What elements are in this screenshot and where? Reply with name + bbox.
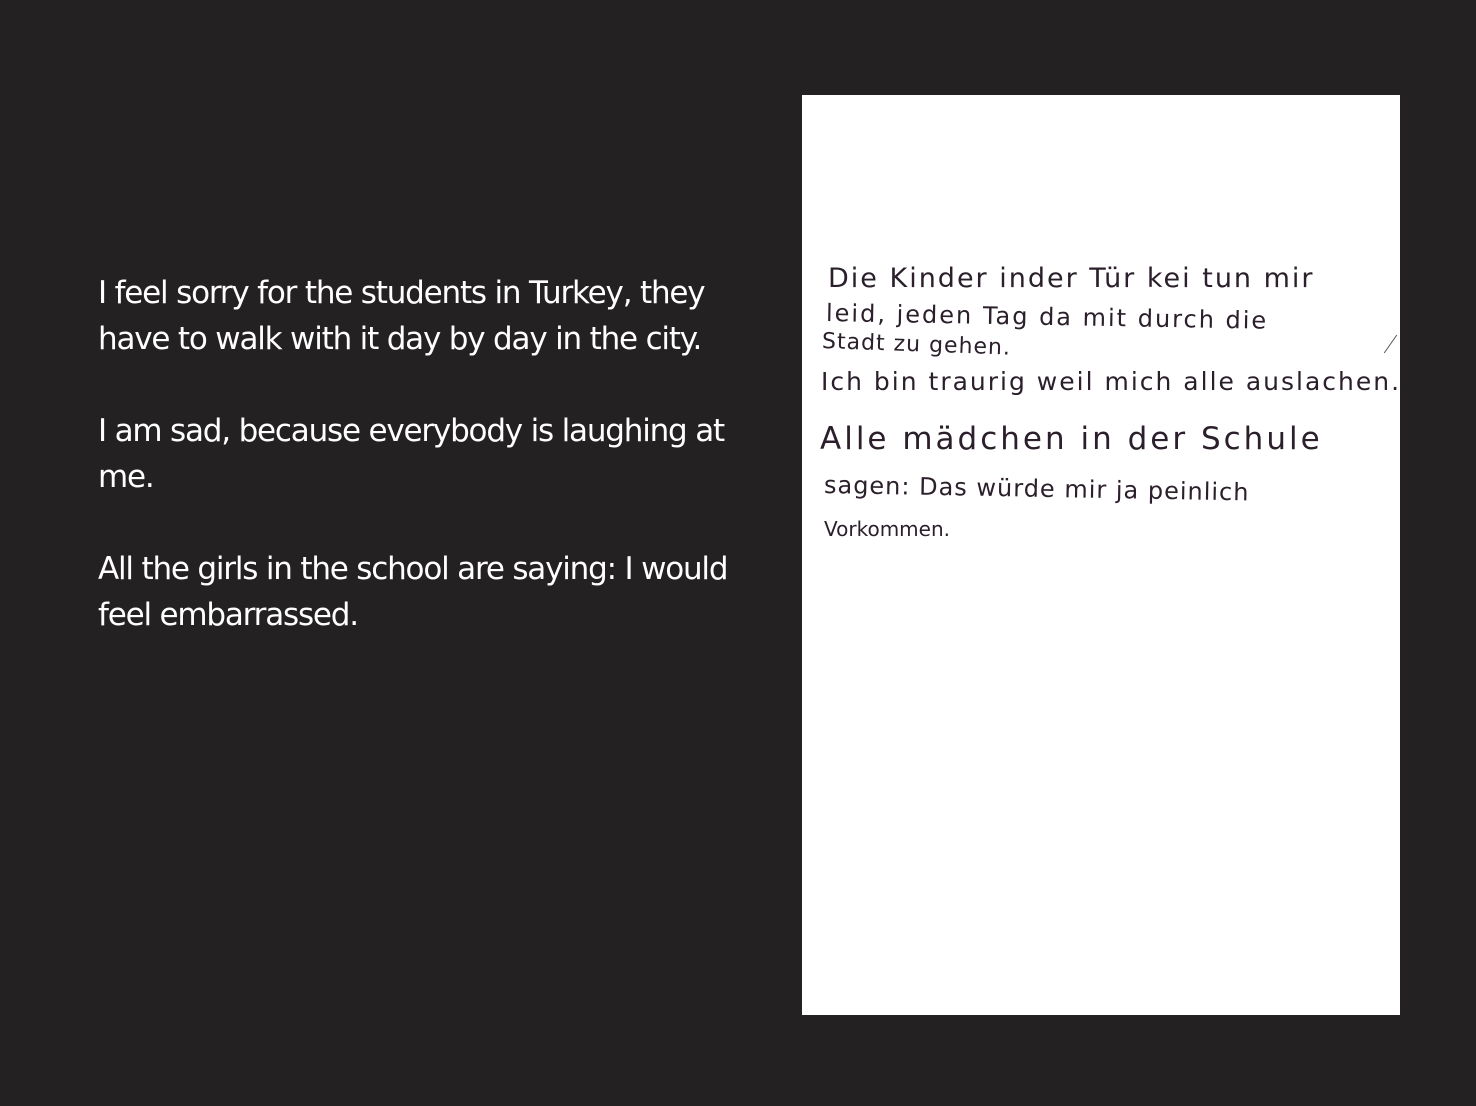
handwritten-line-5: Alle mädchen in der Schule	[820, 421, 1323, 457]
handwritten-line-7: Vorkommen.	[824, 517, 950, 541]
handwritten-line-3: Stadt zu gehen.	[821, 329, 1012, 361]
handwritten-line-2: leid, jeden Tag da mit durch die	[825, 299, 1269, 335]
handwritten-line-4: Ich bin traurig weil mich alle auslachen.	[821, 367, 1402, 396]
handwritten-note-image	[802, 95, 1400, 1015]
translation-text	[98, 270, 778, 684]
paragraph-1: I feel sorry for the students in Turkey, they have to walk with it day by day in the city.	[98, 275, 705, 357]
pen-stroke-mark	[1384, 335, 1397, 354]
handwritten-line-6: sagen: Das würde mir ja peinlich	[823, 471, 1250, 507]
paragraph-2: I am sad, because everybody is laughing at me.	[98, 413, 724, 495]
handwritten-line-1: Die Kinder inder Tür kei tun mir	[828, 263, 1315, 294]
paragraph-3: All the girls in the school are saying: I would feel embarrassed.	[98, 551, 728, 633]
